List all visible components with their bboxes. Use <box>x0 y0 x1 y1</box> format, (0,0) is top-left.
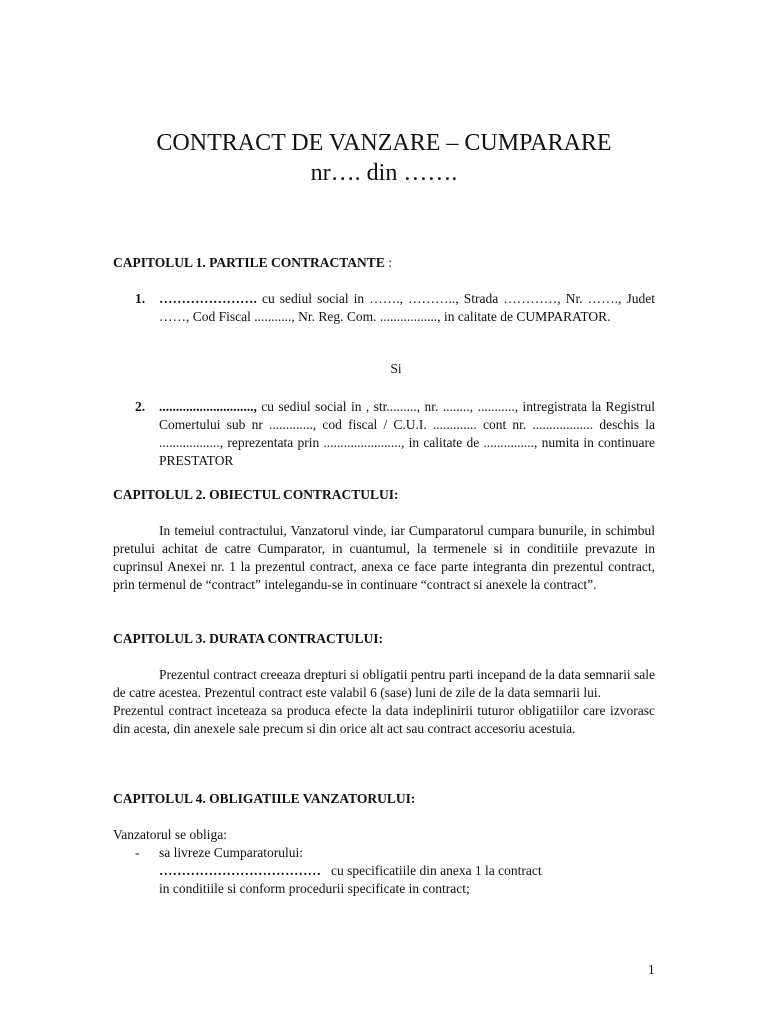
chapter-4-heading: CAPITOLUL 4. OBLIGATIILE VANZATORULUI: <box>113 791 416 806</box>
chapter-3-paragraph-2: Prezentul contract inceteaza sa produca efecte la data indeplinirii tuturor obligatiilor care izvorasc din acesta, din anexele sale precum si din orice alt act sau contract accesoriu acestuia. <box>113 703 655 736</box>
party-1-name-placeholder: …………………. <box>159 291 257 306</box>
page-number: 1 <box>648 962 655 977</box>
obligation-item <box>135 844 655 862</box>
product-line <box>159 862 659 880</box>
party-1-number: 1. <box>135 291 146 306</box>
title-line-1: CONTRACT DE VANZARE – CUMPARARE <box>156 130 612 156</box>
heading-colon: : <box>384 255 392 270</box>
chapter-1-heading: CAPITOLUL 1. PARTILE CONTRACTANTE : <box>113 255 392 270</box>
obligation-continuation: in conditiile si conform procedurii specificate in contract; <box>159 881 470 896</box>
obligation-text: sa livreze Cumparatorului: <box>159 845 303 860</box>
party-2-name-placeholder: ............................, <box>159 399 257 414</box>
party-2-text <box>159 398 655 470</box>
chapter-2-heading: CAPITOLUL 2. OBIECTUL CONTRACTULUI: <box>113 487 399 502</box>
party-1 <box>135 290 655 326</box>
chapter-4-intro: Vanzatorul se obliga: <box>113 827 227 842</box>
product-spec-text: cu specificatiile din anexa 1 la contract <box>331 863 542 878</box>
contract-title <box>0 128 768 188</box>
product-placeholder: ……………………………… <box>159 863 321 878</box>
chapter-2-text: In temeiul contractului, Vanzatorul vinde, iar Cumparatorul cumpara bunurile, in schimbul pretului achitat de catre Cumparator, in cuantumul, la termenele si in conditiile prevazute in cuprinsul Anexei nr. 1 la prezentul contract, anexa ce face parte integranta din prezentul contract, prin termenul de “contract” intelegandu-se in continuare “contract si anexele la contract”. <box>113 523 655 592</box>
party-2-details: cu sediul social in , str........., nr. ........, ..........., intregistrata la Registrul Comertului sub nr ............., cod fiscal / C.U.I. ............. cont nr. .................. deschis la .................., reprezentata prin ......................., in calitate de ..............., numita in continuare PRESTATOR <box>159 399 655 468</box>
party-2-number: 2. <box>135 399 146 414</box>
title-line-2: nr…. din ……. <box>310 160 458 186</box>
party-1-details: cu sediul social in ……., ……….., Strada …………, Nr. ……., Judet ……, Cod Fiscal ..........., Nr. Reg. Com. ................., in calitate de CUMPARATOR. <box>159 291 655 324</box>
party-1-text <box>159 290 655 326</box>
dash-bullet: - <box>135 845 140 860</box>
conjunction-si: Si <box>390 361 402 376</box>
chapter-3-heading: CAPITOLUL 3. DURATA CONTRACTULUI: <box>113 631 384 646</box>
party-2 <box>135 398 655 470</box>
chapter-3-paragraph-1: Prezentul contract creeaza drepturi si obligatii pentru parti incepand de la data semnarii sale de catre acestea. Prezentul contract este valabil 6 (sase) luni de zile de la data semnarii lui. <box>113 667 655 700</box>
chapter-3-text <box>113 666 655 738</box>
